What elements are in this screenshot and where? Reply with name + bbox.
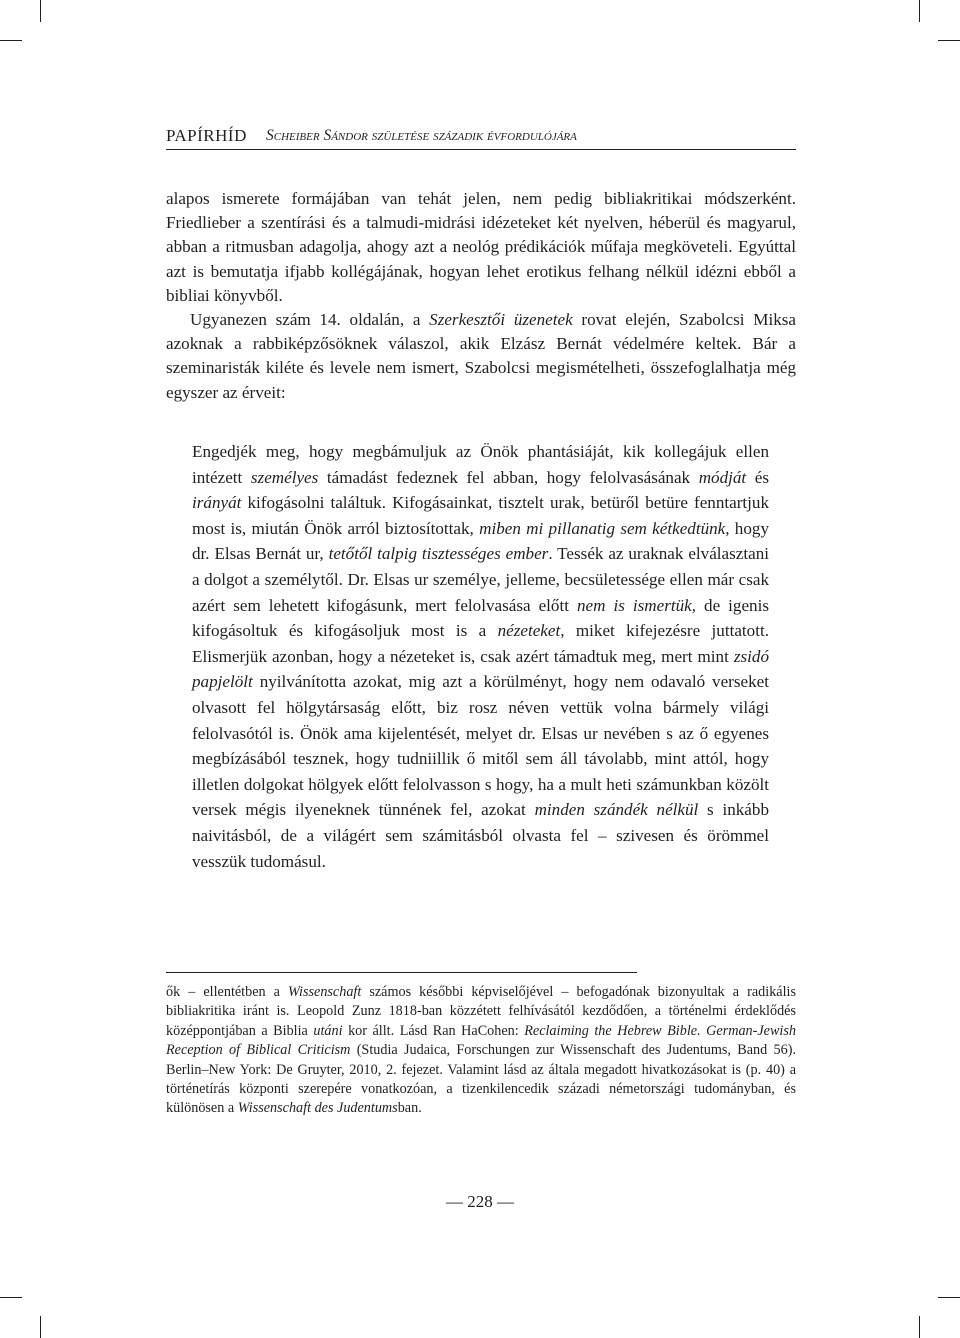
footnote-italic: Reclaiming the Hebrew Bible. German-Jewish Reception of Biblical Criticism [166,1022,796,1059]
quote-text: s inkább naivitásból, de a világért sem számitásból olvasta fel – szivesen és örömmel vesszük tudomásul. [192,800,769,871]
crop-mark-bottom-right-horizontal [938,1297,960,1298]
paragraph-1: alapos ismerete formájában van tehát jelen, nem pedig bibliakritikai módszerként. Friedlieber a szentírási és a talmudi-midrási idézeteket két nyelven, héberül és magyarul, abban a ritmusban adagolja, ahogy azt a neológ prédikációk műfaja megköveteli. Egyúttal azt is bemutatja ifjabb kollégájának, hogyan lehet erotikus felhang nélkül idézni ebből a bibliai könyvből. [166,189,796,305]
crop-mark-top-right-vertical [919,0,920,22]
quote-text: . Tessék az uraknak elválasztani a dolgot a személytől. Dr. Elsas ur személye, jelleme, becsületessége ellen már csak azért sem lehetett kifogásunk, mert felolvasása előtt [192,544,769,615]
paragraph-2-text-end: rovat elején, Szabolcsi Miksa azoknak a rabbiképzősöknek válaszol, akik Elzász Bernát védelmére keltek. Bár a szeminaristák kiléte és levele nem ismert, Szabolcsi megismételheti, összefoglalhatja még egyszer az érveit: [166,310,796,402]
quote-text: miket kifejezésre juttatott. Elismerjük azonban, hogy a nézeteket is, csak azért támadtuk meg, mert mint [192,621,769,666]
quote-text: és [746,467,769,487]
crop-mark-bottom-right-vertical [919,1316,920,1338]
crop-mark-top-right-horizontal [938,40,960,41]
section-title: Scheiber Sándor születése századik évfordulójára [266,127,577,144]
quote-italic: módját [698,467,747,487]
footnote-rule [166,972,637,973]
crop-mark-bottom-left-horizontal [0,1297,22,1298]
crop-mark-bottom-left-vertical [40,1316,41,1338]
main-text [166,187,796,405]
quote-italic: nem is ismertük, [576,595,697,615]
footnote [166,983,796,1119]
footnote-text: (Studia Judaica, Forschungen zur Wissenschaft des Judentums, Band 56). Berlin–New York: De Gruyter, 2010, 2. fejezet. Valamint lásd az általa megadott hivatkozásokat is (p. 40) a történetírás központi szerepére vonatkozóan, a tizenkilencedik századi németországi tudományban, és különösen a [166,1042,796,1117]
footnote-text: számos későbbi képviselőjével – befogadónak bizonyultak a radikális bibliakritika iránt is. Leopold Zunz 1818-ban közzétett felhívásától kezdődően, a történelmi érdeklődés középpontjában a Biblia [166,984,796,1039]
journal-title: PAPÍRHÍD [166,126,247,145]
footnote-italic: utáni [313,1022,343,1039]
footnote-italic: Wissenschaft [288,984,362,1000]
footnote-italic: Wissenschaft des Judentums [237,1100,398,1117]
quote-text: de igenis kifogásoltuk és kifogásoljuk most is a [192,595,769,641]
page-number: — 228 — [446,1192,514,1211]
footnote-text: ban. [397,1100,422,1117]
footnote-text: ők – ellentétben a [166,984,288,1000]
quote-text: Engedjék meg, hogy megbámuljuk az Önök phantásiáját, kik kollegájuk ellen intézett [192,442,769,487]
quote-italic: irányát [192,493,242,513]
quote-italic: személyes [250,467,319,487]
quote-italic: tetőtől talpig tisztességes ember [328,544,549,564]
header-rule [166,149,796,150]
quote-text: nyilvánította azokat, mig azt a körülményt, hogy nem odavaló verseket olvasott fel hölgytársaság előtt, biz rosz néven vettük volna bármely világi felolvasótól is. Önök ama kijelentését, melyet dr. Elsas ur nevében s az ő egyenes megbízásából tesznek, hogy tudniillik ő mitől sem áll távolabb, mint attól, hogy illetlen dolgokat hölgyek előtt felolvasson s hogy, ha a mult heti számunkban közölt versek mégis ilyeneknek tünnének fel, azokat [192,672,769,820]
paragraph-2-italic: Szerkesztői üzenetek [429,310,573,330]
block-quote [192,439,769,874]
quote-text: kifogásolni találtuk. Kifogásainkat, tisztelt urak, betüről betüre fenntartjuk most is, miután Önök arról biztosítottak, [192,493,769,538]
running-header [166,122,796,152]
quote-italic: miben mi pillanatig sem kétkedtünk, [479,518,730,538]
paragraph-2-text: Ugyanezen szám 14. oldalán, a [190,310,430,330]
quote-italic: minden szándék nélkül [534,800,699,820]
quote-text: hogy dr. Elsas Bernát ur, [192,518,769,564]
quote-text: támadást fedeznek fel abban, hogy felolvasásának [318,467,699,487]
crop-mark-top-left-horizontal [0,40,22,41]
footnote-text: kor állt. Lásd Ran HaCohen: [342,1022,525,1039]
quote-italic: zsidó papjelölt [192,646,769,692]
crop-mark-top-left-vertical [40,0,41,22]
quote-italic: nézeteket, [497,621,565,641]
paragraph-2 [166,308,796,405]
